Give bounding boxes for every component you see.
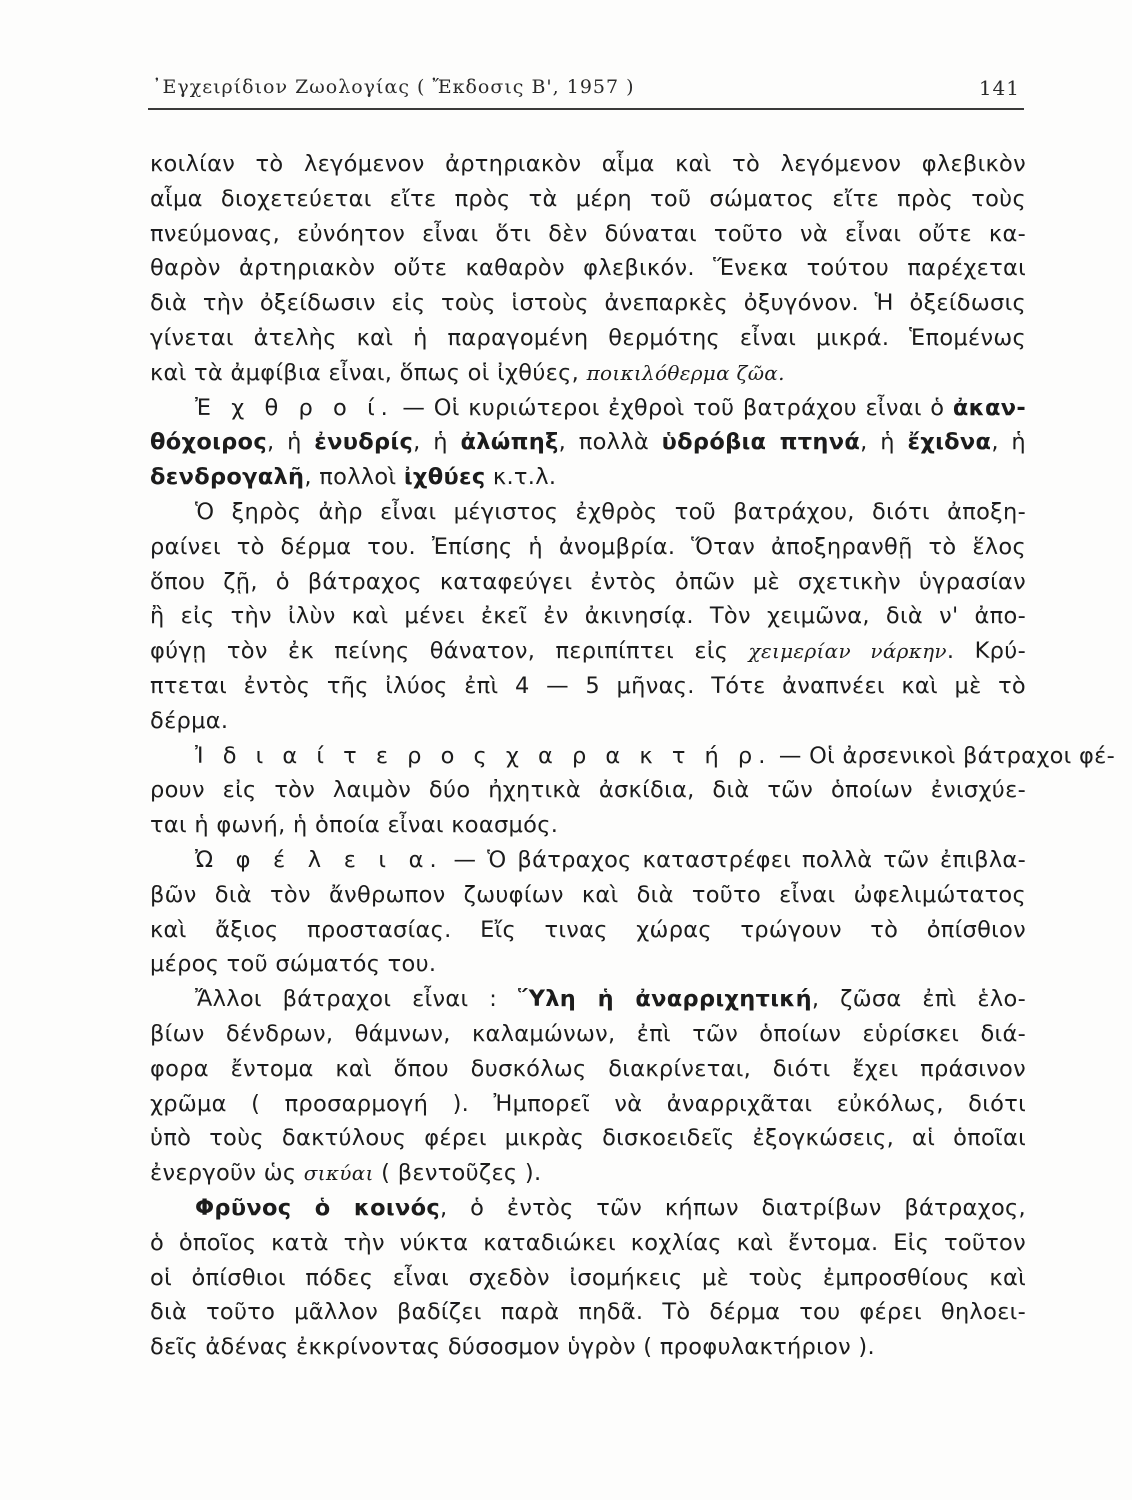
text-line: κοιλίαν τὸ λεγόμενον ἀρτηριακὸν αἷμα καὶ τὸ λεγόμενον φλεβικὸν — [150, 151, 1026, 177]
text-line: ρουν εἰς τὸν λαιμὸν δύο ἠχητικὰ ἀσκίδια, διὰ τῶν ὁποίων ἐνισχύε- — [150, 777, 1026, 804]
text-line: Φρῦνος ὁ κοινός, ὁ ἐντὸς τῶν κήπων διατρίβων βάτραχος, — [195, 1194, 1026, 1221]
text-line: δενδρογαλῆ, πολλοὶ ἰχθύες κ.τ.λ. — [150, 464, 557, 491]
text-line: διὰ τοῦτο μᾶλλον βαδίζει παρὰ πηδᾶ. Τὸ δέρμα του φέρει θηλοει- — [150, 1299, 1026, 1326]
text-line: ραίνει τὸ δέρμα του. Ἐπίσης ἡ ἀνομβρία. Ὅταν ἀποξηρανθῇ τὸ ἕλος — [150, 533, 1026, 560]
header-rule — [148, 108, 1024, 110]
text-line: χρῶμα ( προσαρμογή ). Ἠμπορεῖ νὰ ἀναρριχᾶται εὐκόλως, διότι — [150, 1090, 1026, 1117]
text-line: πνεύμονας, εὐνόητον εἶναι ὅτι δὲν δύναται τοῦτο νὰ εἶναι οὔτε κα- — [150, 220, 1026, 247]
text-line: δεῖς ἀδένας ἐκκρίνοντας δύσοσμον ὑγρὸν ( προφυλακτήριον ). — [150, 1334, 875, 1361]
text-line: θαρὸν ἀρτηριακὸν οὔτε καθαρὸν φλεβικόν. Ἕνεκα τούτου παρέχεται — [150, 255, 1026, 282]
text-line: θόχοιρος, ἡ ἐνυδρίς, ἡ ἀλώπηξ, πολλὰ ὑδρόβια πτηνά, ἡ ἔχιδνα, ἡ — [150, 429, 1026, 456]
page-number: 141 — [978, 76, 1020, 100]
section-heading: Ἰ δ ι α ί τ ε ρ ο ς χ α ρ α κ τ ή ρ. — [195, 742, 772, 769]
text-line: Ἰ δ ι α ί τ ε ρ ο ς χ α ρ α κ τ ή ρ. — Οἱ ἀρσενικοὶ βάτραχοι φέ- — [195, 742, 1116, 769]
text-line: πτεται ἐντὸς τῆς ἰλύος ἐπὶ 4 — 5 μῆνας. Τότε ἀναπνέει καὶ μὲ τὸ — [150, 672, 1026, 699]
text-line: Ὁ ξηρὸς ἀὴρ εἶναι μέγιστος ἐχθρὸς τοῦ βατράχου, διότι ἀποξη- — [195, 498, 1026, 525]
section-heading: Ὠ φ έ λ ε ι α. — [195, 846, 443, 873]
text-line: γίνεται ἀτελὴς καὶ ἡ παραγομένη θερμότης εἶναι μικρά. Ἑπομένως — [150, 324, 1026, 351]
text-line: Ὠ φ έ λ ε ι α. — Ὁ βάτραχος καταστρέφει πολλὰ τῶν ἐπιβλα- — [195, 846, 1026, 873]
text-line: οἱ ὀπίσθιοι πόδες εἶναι σχεδὸν ἰσομήκεις μὲ τοὺς ἐμπροσθίους καὶ — [150, 1264, 1026, 1291]
text-line: Ἄλλοι βάτραχοι εἶναι : Ὕλη ἡ ἀναρριχητική, ζῶσα ἐπὶ ἑλο- — [195, 986, 1026, 1013]
header-title: ᾿Εγχειρίδιον Ζωολογίας ( Ἔκδοσις Β', 1957 ) — [152, 76, 635, 98]
section-heading: Ἐ χ θ ρ ο ί. — [195, 394, 394, 421]
text-line: ται ἡ φωνή, ἡ ὁποία εἶναι κοασμός. — [150, 812, 559, 839]
italic-term: ποικιλόθερμα ζῶα. — [586, 360, 785, 385]
text-line: δέρμα. — [150, 707, 229, 734]
text-line: διὰ τὴν ὀξείδωσιν εἰς τοὺς ἱστοὺς ἀνεπαρκὲς ὀξυγόνον. Ἡ ὀξείδωσις — [150, 290, 1026, 317]
body-text — [150, 147, 1116, 1365]
text-line: φύγῃ τὸν ἐκ πείνης θάνατον, περιπίπτει εἰς χειμερίαν νάρκην. Κρύ- — [150, 638, 1027, 665]
text-line: μέρος τοῦ σώματός του. — [150, 951, 437, 978]
text-line: ὁ ὁποῖος κατὰ τὴν νύκτα καταδιώκει κοχλίας καὶ ἔντομα. Εἰς τοῦτον — [150, 1229, 1026, 1256]
text-line: καὶ ἄξιος προστασίας. Εἴς τινας χώρας τρώγουν τὸ ὀπίσθιον — [150, 916, 1026, 943]
text-line: ἐνεργοῦν ὡς σικύαι ( βεντοῦζες ). — [150, 1160, 542, 1187]
running-header — [152, 74, 1024, 104]
text-line: αἷμα διοχετεύεται εἴτε πρὸς τὰ μέρη τοῦ σώματος εἴτε πρὸς τοὺς — [150, 185, 1026, 212]
text-line: καὶ τὰ ἀμφίβια εἶναι, ὅπως οἱ ἰχθύες, ποικιλόθερμα ζῶα. — [150, 359, 785, 386]
italic-term: σικύαι — [303, 1161, 374, 1186]
text-line: ὑπὸ τοὺς δακτύλους φέρει μικρὰς δισκοειδεῖς ἐξογκώσεις, αἱ ὁποῖαι — [150, 1125, 1026, 1152]
text-line: βῶν διὰ τὸν ἄνθρωπον ζωυφίων καὶ διὰ τοῦτο εἶναι ὠφελιμώτατος — [150, 881, 1026, 908]
italic-term: χειμερίαν νάρκην — [748, 639, 947, 664]
text-line: ὅπου ζῇ, ὁ βάτραχος καταφεύγει ἐντὸς ὀπῶν μὲ σχετικὴν ὑγρασίαν — [150, 568, 1026, 595]
text-line: Ἐ χ θ ρ ο ί. — Οἱ κυριώτεροι ἐχθροὶ τοῦ βατράχου εἶναι ὁ ἀκαν- — [195, 394, 1026, 421]
bold-term: Φρῦνος ὁ κοινός — [195, 1194, 440, 1221]
bold-term: Ὕλη ἡ ἀναρριχητική — [517, 986, 812, 1013]
text-line: βίων δένδρων, θάμνων, καλαμώνων, ἐπὶ τῶν ὁποίων εὑρίσκει διά- — [150, 1020, 1026, 1047]
text-line: ἢ εἰς τὴν ἰλὺν καὶ μένει ἐκεῖ ἐν ἀκινησίᾳ. Τὸν χειμῶνα, διὰ ν' ἀπο- — [150, 603, 1026, 630]
text-line: φορα ἔντομα καὶ ὅπου δυσκόλως διακρίνεται, διότι ἔχει πράσινον — [150, 1055, 1026, 1082]
